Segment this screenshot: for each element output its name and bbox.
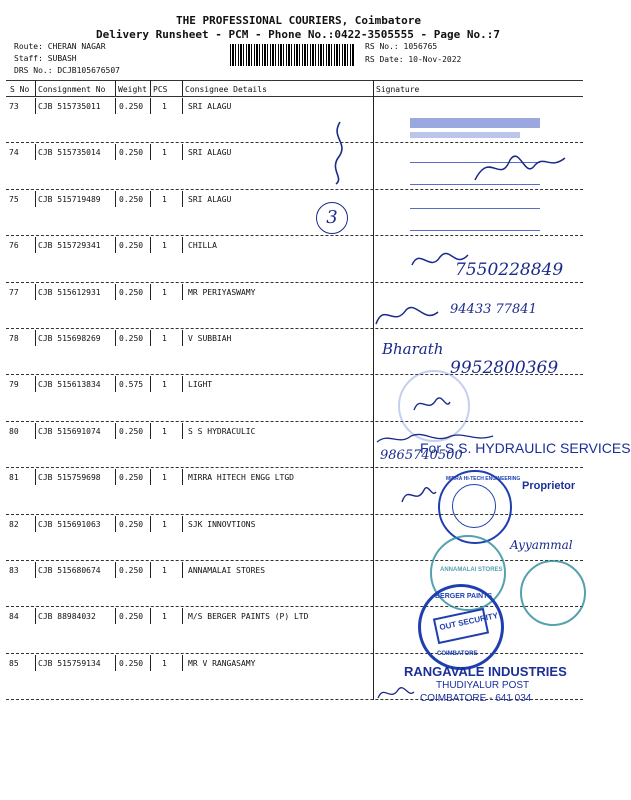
table-row: [6, 235, 583, 236]
row-pcs: 1: [162, 194, 167, 204]
row-consignee: MR PERIYASWAMY: [188, 287, 256, 297]
row-weight: 0.250: [119, 612, 144, 622]
row-consignee: S S HYDRACULIC: [188, 426, 256, 436]
row-weight: 0.250: [119, 194, 144, 204]
col-divider: [115, 608, 116, 624]
document-title: THE PROFESSIONAL COURIERS, Coimbatore: [176, 14, 422, 27]
col-divider: [150, 330, 151, 346]
row-weight: 0.250: [119, 241, 144, 251]
row-sno: 78: [9, 334, 19, 343]
row-consignment-no: CJB 515735011: [38, 102, 101, 111]
row-consignee: ANNAMALAI STORES: [188, 566, 266, 575]
row-sno: 74: [9, 148, 19, 158]
col-divider: [182, 98, 183, 114]
row-consignment-no: CJB 515719489: [38, 194, 101, 204]
row-weight: 0.250: [119, 148, 144, 158]
col-divider: [115, 144, 116, 160]
row-weight: 0.250: [119, 287, 144, 297]
col-divider: [35, 284, 36, 300]
rs-date: RS Date: 10-Nov-2022: [365, 55, 462, 64]
col-divider: [35, 330, 36, 346]
row-pcs: 1: [162, 566, 167, 575]
col-divider: [182, 80, 183, 96]
proprietor-label: Proprietor: [522, 480, 576, 492]
row-weight: 0.250: [119, 334, 144, 343]
col-divider: [35, 516, 36, 532]
row-pcs: 1: [162, 380, 167, 390]
cbe-round-stamp: [520, 560, 586, 626]
row-consignee: SRI ALAGU: [188, 194, 232, 204]
col-divider: [150, 80, 151, 96]
row-weight: 0.250: [119, 566, 144, 575]
rs-number: RS No.: 1056765: [365, 42, 438, 51]
signature-scribble: [376, 682, 416, 704]
col-divider: [182, 330, 183, 346]
col-divider: [182, 191, 183, 207]
col-divider: [182, 516, 183, 532]
col-divider: [35, 144, 36, 160]
signature-scribble: [398, 480, 438, 510]
table-row: [6, 421, 583, 422]
handwritten-phone: 94433 77841: [450, 302, 537, 317]
col-divider: [115, 98, 116, 114]
col-header-consignment: Consignment No: [38, 85, 106, 94]
row-sno: 76: [9, 241, 19, 251]
row-pcs: 1: [162, 473, 167, 483]
row-sno: 79: [9, 380, 19, 390]
row-pcs: 1: [162, 519, 167, 529]
table-top-border: [6, 80, 583, 81]
signature-scribble: [372, 298, 442, 332]
handwritten-mark: [320, 118, 360, 188]
handwritten-name: Bharath: [382, 340, 444, 358]
row-pcs: 1: [162, 102, 167, 111]
col-divider: [150, 562, 151, 578]
table-row: [6, 282, 583, 283]
row-sno: 85: [9, 658, 19, 668]
row-sno: 77: [9, 287, 19, 297]
col-divider: [35, 237, 36, 253]
row-consignee: MR V RANGASAMY: [188, 658, 256, 668]
row-pcs: 1: [162, 612, 167, 622]
handwritten-phone: 9865740500: [380, 448, 463, 463]
col-divider: [35, 655, 36, 671]
row-consignment-no: CJB 515612931: [38, 287, 101, 297]
rangavale-stamp-title: RANGAVALE INDUSTRIES: [404, 664, 567, 679]
rangavale-stamp-pin: COIMBATORE - 641 034: [420, 693, 532, 704]
col-divider: [150, 284, 151, 300]
row-consignee: SRI ALAGU: [188, 148, 232, 158]
row-sno: 83: [9, 566, 19, 575]
col-divider: [182, 655, 183, 671]
berger-round-stamp: BERGER PAINTS OUT SECURITY COIMBATORE: [418, 584, 504, 670]
document-subtitle: Delivery Runsheet - PCM - Phone No.:0422-3505555 - Page No.:7: [96, 28, 500, 41]
col-divider: [35, 376, 36, 392]
annamalai-round-stamp: ANNAMALAI STORES: [430, 535, 506, 611]
col-divider: [35, 608, 36, 624]
row-consignee: SJK INNOVTIONS: [188, 519, 256, 529]
col-divider: [150, 516, 151, 532]
col-divider: [115, 562, 116, 578]
col-divider: [115, 330, 116, 346]
col-divider: [115, 376, 116, 392]
col-divider: [150, 376, 151, 392]
row-sno: 84: [9, 612, 19, 622]
signature-scribble: [470, 140, 570, 190]
col-divider: [182, 608, 183, 624]
col-divider: [182, 144, 183, 160]
col-divider: [150, 423, 151, 439]
row-consignment-no: CJB 515759134: [38, 658, 101, 668]
handwritten-phone: 9952800369: [450, 358, 559, 378]
row-consignment-no: CJB 515729341: [38, 241, 101, 251]
row-sno: 82: [9, 519, 19, 529]
signature-scribble: [412, 392, 452, 416]
header-bottom-border: [6, 96, 583, 97]
col-divider: [182, 562, 183, 578]
col-divider: [150, 191, 151, 207]
col-divider: [115, 237, 116, 253]
col-divider: [115, 655, 116, 671]
col-divider: [182, 376, 183, 392]
row-weight: 0.575: [119, 380, 144, 390]
row-consignment-no: CJB 515698269: [38, 334, 101, 343]
row-pcs: 1: [162, 426, 167, 436]
row-sno: 80: [9, 426, 19, 436]
circled-number: 3: [316, 202, 348, 234]
row-sno: 73: [9, 102, 19, 111]
row-consignment-no: CJB 515691074: [38, 426, 101, 436]
row-consignee: V SUBBIAH: [188, 334, 232, 343]
col-divider: [182, 237, 183, 253]
row-weight: 0.250: [119, 426, 144, 436]
row-consignee: M/S BERGER PAINTS (P) LTD: [188, 612, 309, 622]
col-divider: [115, 80, 116, 96]
col-divider: [115, 423, 116, 439]
col-divider: [182, 284, 183, 300]
col-divider: [182, 423, 183, 439]
row-consignee: CHILLA: [188, 241, 217, 251]
col-divider: [115, 469, 116, 485]
row-consignment-no: CJB 515759698: [38, 473, 101, 483]
row-weight: 0.250: [119, 658, 144, 668]
col-divider: [115, 284, 116, 300]
ss-hydraulic-stamp: For S.S. HYDRAULIC SERVICES: [420, 440, 631, 456]
row-consignee: LIGHT: [188, 380, 213, 390]
row-consignee: SRI ALAGU: [188, 102, 232, 111]
row-pcs: 1: [162, 241, 167, 251]
col-divider: [150, 144, 151, 160]
row-pcs: 1: [162, 287, 167, 297]
row-sno: 81: [9, 473, 19, 483]
row-consignee: MIRRA HITECH ENGG LTGD: [188, 473, 294, 483]
row-weight: 0.250: [119, 102, 144, 111]
col-divider: [35, 423, 36, 439]
col-header-pcs: PCS: [153, 85, 168, 94]
row-consignment-no: CJB 515680674: [38, 566, 101, 575]
col-divider: [150, 469, 151, 485]
drs-label: DRS No.: DCJB105676507: [14, 66, 120, 75]
mirra-round-stamp: MIRRA HI-TECH ENGINEERING: [438, 470, 512, 544]
col-divider: [35, 562, 36, 578]
handwritten-phone: 7550228849: [455, 260, 564, 280]
row-pcs: 1: [162, 658, 167, 668]
table-row: [6, 653, 583, 654]
row-consignment-no: CJB 515735014: [38, 148, 101, 158]
col-divider: [150, 608, 151, 624]
barcode-image: [230, 44, 354, 66]
col-divider: [35, 80, 36, 96]
col-header-weight: Weight: [118, 85, 147, 94]
row-weight: 0.250: [119, 519, 144, 529]
rangavale-stamp-address: THUDIYALUR POST: [436, 680, 530, 691]
col-divider: [150, 237, 151, 253]
route-label: Route: CHERAN NAGAR: [14, 42, 106, 51]
col-divider: [115, 191, 116, 207]
col-divider: [115, 516, 116, 532]
col-header-consignee: Consignee Details: [185, 85, 267, 94]
col-divider: [182, 469, 183, 485]
row-pcs: 1: [162, 334, 167, 343]
col-header-signature: Signature: [376, 85, 420, 94]
row-weight: 0.250: [119, 473, 144, 483]
col-divider: [35, 98, 36, 114]
row-consignment-no: CJB 88984032: [38, 612, 96, 622]
row-sno: 75: [9, 194, 19, 204]
col-divider: [150, 98, 151, 114]
row-pcs: 1: [162, 148, 167, 158]
row-consignment-no: CJB 515691063: [38, 519, 101, 529]
col-divider: [35, 191, 36, 207]
handwritten-name: Ayyammal: [510, 538, 573, 552]
staff-label: Staff: SUBASH: [14, 54, 77, 63]
row-consignment-no: CJB 515613834: [38, 380, 101, 390]
table-row: [6, 467, 583, 468]
col-divider: [35, 469, 36, 485]
table-row: [6, 328, 583, 329]
col-divider: [150, 655, 151, 671]
col-header-sno: S No: [10, 85, 30, 94]
